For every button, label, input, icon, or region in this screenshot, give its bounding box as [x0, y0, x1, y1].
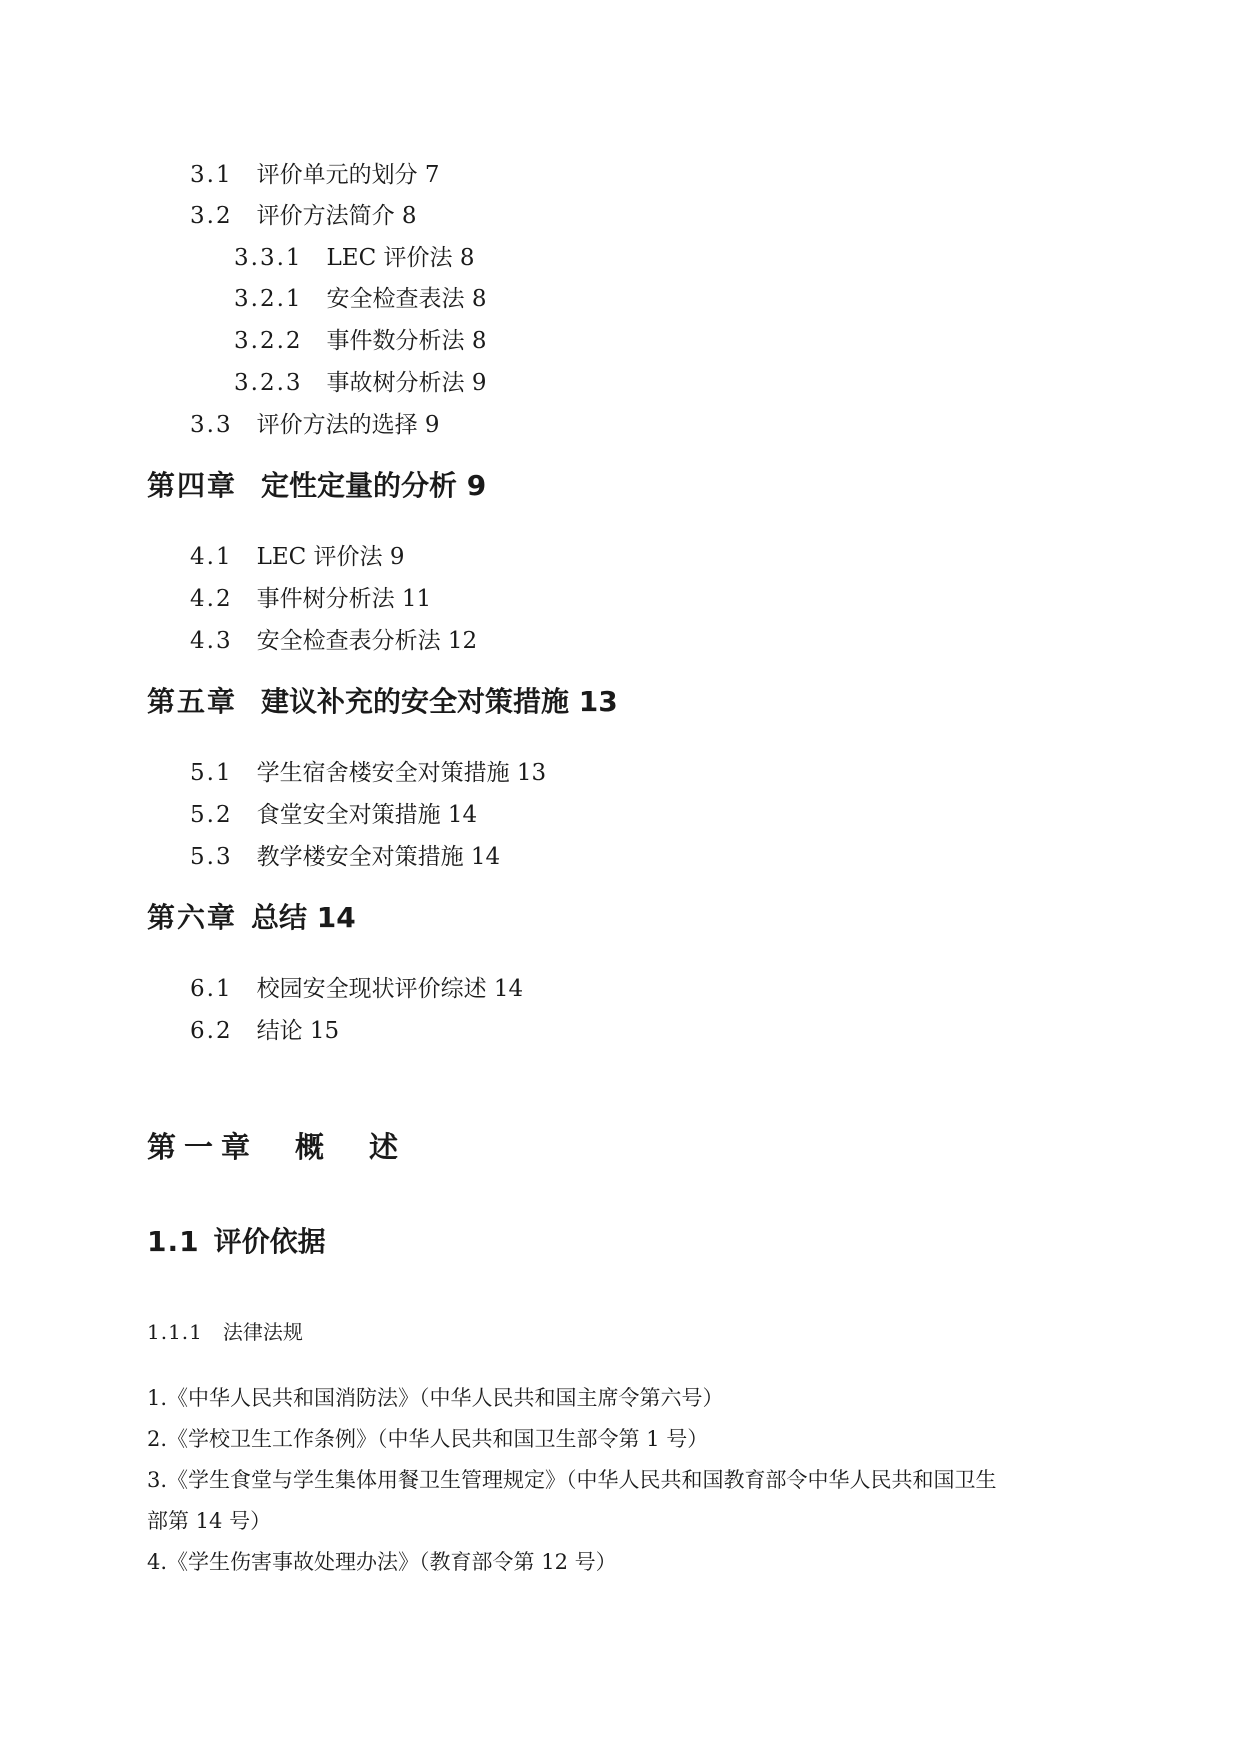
toc-entry-4-2[interactable] — [190, 584, 431, 614]
toc-entry-label: 事故树分析法 9 — [326, 370, 487, 396]
subsection-title — [147, 1318, 303, 1346]
toc-entry-3-3[interactable] — [190, 410, 440, 440]
toc-entry-label: 学生宿舍楼安全对策措施 13 — [256, 760, 547, 786]
toc-entry-label: 教学楼安全对策措施 14 — [256, 844, 501, 870]
toc-entry-4-3[interactable] — [190, 626, 477, 656]
toc-chapter-number: 第五章 — [147, 685, 238, 718]
toc-entry-3-2[interactable] — [190, 201, 417, 231]
toc-chapter-5[interactable] — [147, 684, 618, 720]
toc-chapter-label: 总结 14 — [251, 901, 356, 934]
toc-chapter-number: 第六章 — [147, 901, 238, 934]
subsection-label: 法律法规 — [222, 1320, 303, 1344]
reference-item: 4.《学生伤害事故处理办法》（教育部令第 12 号） — [147, 1550, 617, 1574]
toc-entry-number: 3.2 — [190, 203, 233, 229]
toc-entry-label: 校园安全现状评价综述 14 — [256, 976, 524, 1002]
toc-chapter-4[interactable] — [147, 468, 486, 504]
toc-entry-number: 4.2 — [190, 586, 233, 612]
section-label: 评价依据 — [213, 1225, 326, 1258]
toc-entry-number: 4.1 — [190, 544, 233, 570]
toc-entry-3-1[interactable] — [190, 160, 440, 190]
reference-item-continuation: 部第 14 号） — [147, 1509, 272, 1533]
toc-entry-number: 3.1 — [190, 162, 233, 188]
toc-entry-number: 3.2.1 — [234, 286, 303, 312]
toc-entry-number: 3.2.2 — [234, 328, 303, 354]
toc-entry-label: 事件树分析法 11 — [256, 586, 432, 612]
toc-entry-label: 结论 15 — [256, 1018, 340, 1044]
toc-entry-label: 安全检查表法 8 — [326, 286, 487, 312]
section-title — [147, 1224, 326, 1260]
toc-entry-4-1[interactable] — [190, 542, 405, 572]
toc-entry-5-2[interactable] — [190, 800, 477, 830]
toc-chapter-number: 第四章 — [147, 469, 238, 502]
section-number: 1.1 — [147, 1225, 200, 1258]
toc-entry-label: 评价单元的划分 7 — [256, 162, 440, 188]
toc-entry-3-2-2[interactable] — [234, 326, 486, 356]
toc-entry-label: LEC 评价法 9 — [256, 544, 405, 570]
toc-entry-3-2-3[interactable] — [234, 368, 486, 398]
chapter-title: 第一章 概 述 — [147, 1130, 407, 1164]
toc-entry-3-2-1[interactable] — [234, 284, 486, 314]
toc-entry-5-3[interactable] — [190, 842, 500, 872]
toc-entry-6-2[interactable] — [190, 1016, 339, 1046]
toc-entry-number: 3.2.3 — [234, 370, 303, 396]
reference-item: 2.《学校卫生工作条例》（中华人民共和国卫生部令第 1 号） — [147, 1427, 709, 1451]
toc-entry-label: LEC 评价法 8 — [326, 245, 475, 271]
reference-item: 3.《学生食堂与学生集体用餐卫生管理规定》（中华人民共和国教育部令中华人民共和国卫生 — [147, 1468, 997, 1492]
toc-entry-number: 5.1 — [190, 760, 233, 786]
toc-entry-number: 5.3 — [190, 844, 233, 870]
toc-entry-label: 食堂安全对策措施 14 — [256, 802, 478, 828]
reference-item: 1.《中华人民共和国消防法》（中华人民共和国主席令第六号） — [147, 1386, 724, 1410]
toc-entry-number: 4.3 — [190, 628, 233, 654]
toc-entry-label: 事件数分析法 8 — [326, 328, 487, 354]
toc-entry-label: 评价方法的选择 9 — [256, 412, 440, 438]
toc-chapter-label: 定性定量的分析 9 — [261, 469, 487, 502]
toc-entry-label: 安全检查表分析法 12 — [256, 628, 478, 654]
toc-entry-3-3-1[interactable] — [234, 243, 474, 273]
toc-entry-label: 评价方法简介 8 — [256, 203, 417, 229]
toc-chapter-6[interactable] — [147, 900, 356, 936]
toc-entry-number: 3.3.1 — [234, 245, 303, 271]
toc-entry-number: 6.2 — [190, 1018, 233, 1044]
toc-entry-number: 6.1 — [190, 976, 233, 1002]
subsection-number: 1.1.1 — [147, 1320, 203, 1344]
toc-entry-number: 3.3 — [190, 412, 233, 438]
toc-chapter-label: 建议补充的安全对策措施 13 — [261, 685, 618, 718]
toc-entry-6-1[interactable] — [190, 974, 523, 1004]
toc-entry-5-1[interactable] — [190, 758, 546, 788]
toc-entry-number: 5.2 — [190, 802, 233, 828]
